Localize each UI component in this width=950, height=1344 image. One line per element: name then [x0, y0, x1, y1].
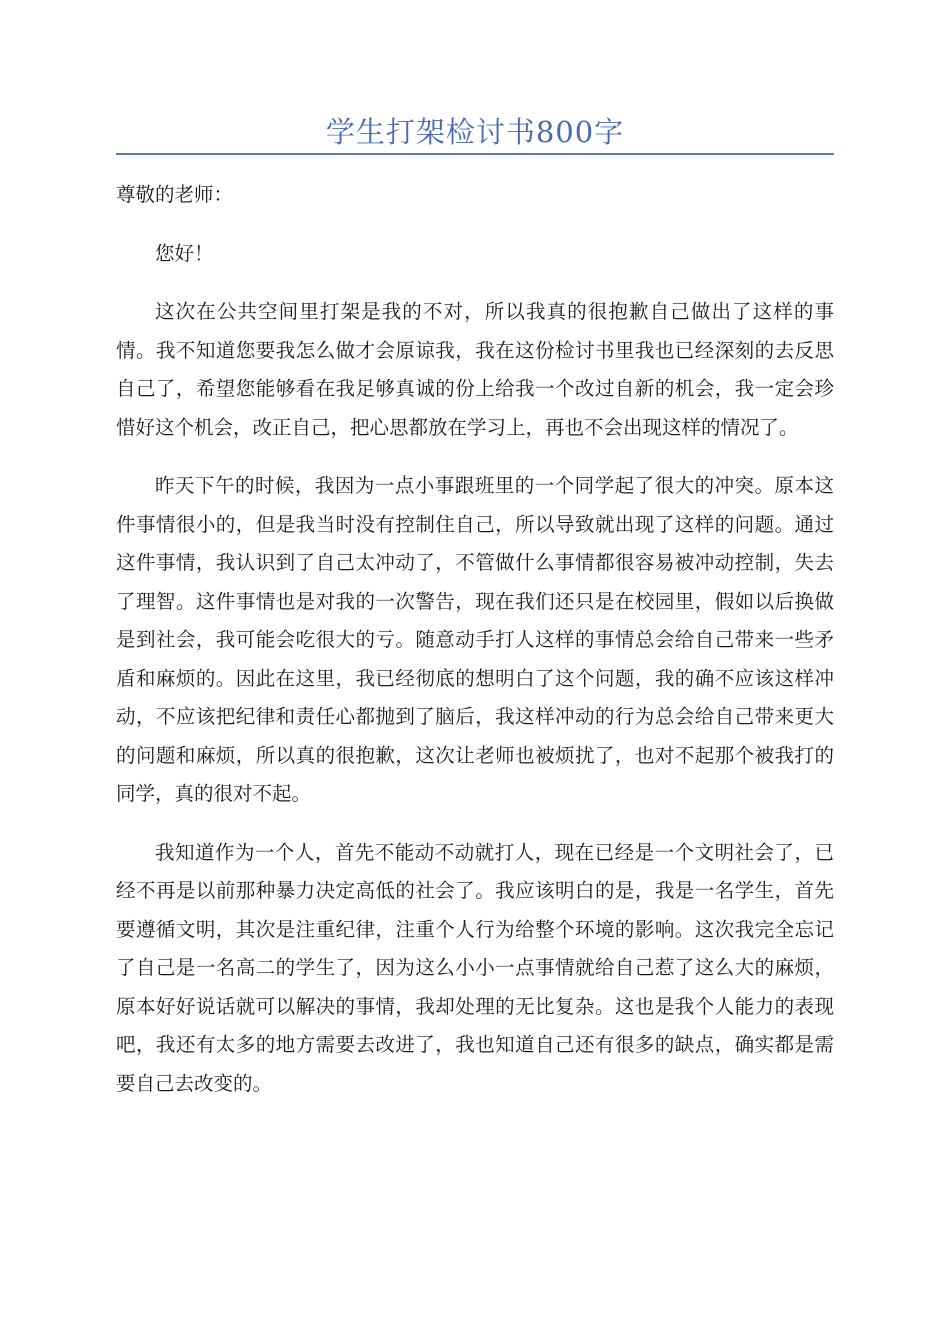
paragraph-1: 这次在公共空间里打架是我的不对，所以我真的很抱歉自己做出了这样的事情。我不知道您要我怎么做才会原谅我，我在这份检讨书里我也已经深刻的去反思自己了，希望您能够看在我足够真诚的份上给我一个改过自新的机会，我一定会珍惜好这个机会，改正自己，把心思都放在学习上，再也不会出现这样的情况了。: [116, 300, 834, 439]
paragraph-2: 昨天下午的时候，我因为一点小事跟班里的一个同学起了很大的冲突。原本这件事情很小的，但是我当时没有控制住自己，所以导致就出现了这样的问题。通过这件事情，我认识到了自己太冲动了，不管做什么事情都很容易被冲动控制，失去了理智。这件事情也是对我的一次警告，现在我们还只是在校园里，假如以后换做是到社会，我可能会吃很大的亏。随意动手打人这样的事情总会给自己带来一些矛盾和麻烦的。因此在这里，我已经彻底的想明白了这个问题，我的确不应该这样冲动，不应该把纪律和责任心都抛到了脑后，我这样冲动的行为总会给自己带来更大的问题和麻烦，所以真的很抱歉，这次让老师也被烦扰了，也对不起那个被我打的同学，真的很对不起。: [116, 474, 834, 805]
document-body: [116, 176, 834, 1123]
document-title: 学生打架检讨书800字: [325, 115, 625, 149]
paragraph-3: 我知道作为一个人，首先不能动不动就打人，现在已经是一个文明社会了，已经不再是以前那种暴力决定高低的社会了。我应该明白的是，我是一名学生，首先要遵循文明，其次是注重纪律，注重个人行为给整个环境的影响。这次我完全忘记了自己是一名高二的学生了，因为这么小小一点事情就给自己惹了这么大的麻烦，原本好好说话就可以解决的事情，我却处理的无比复杂。这也是我个人能力的表现吧，我还有太多的地方需要去改进了，我也知道自己还有很多的缺点，确实都是需要自己去改变的。: [116, 840, 834, 1095]
salutation: 尊敬的老师：: [116, 183, 234, 206]
greeting: 您好！: [155, 241, 214, 265]
title-underline: [116, 153, 834, 155]
